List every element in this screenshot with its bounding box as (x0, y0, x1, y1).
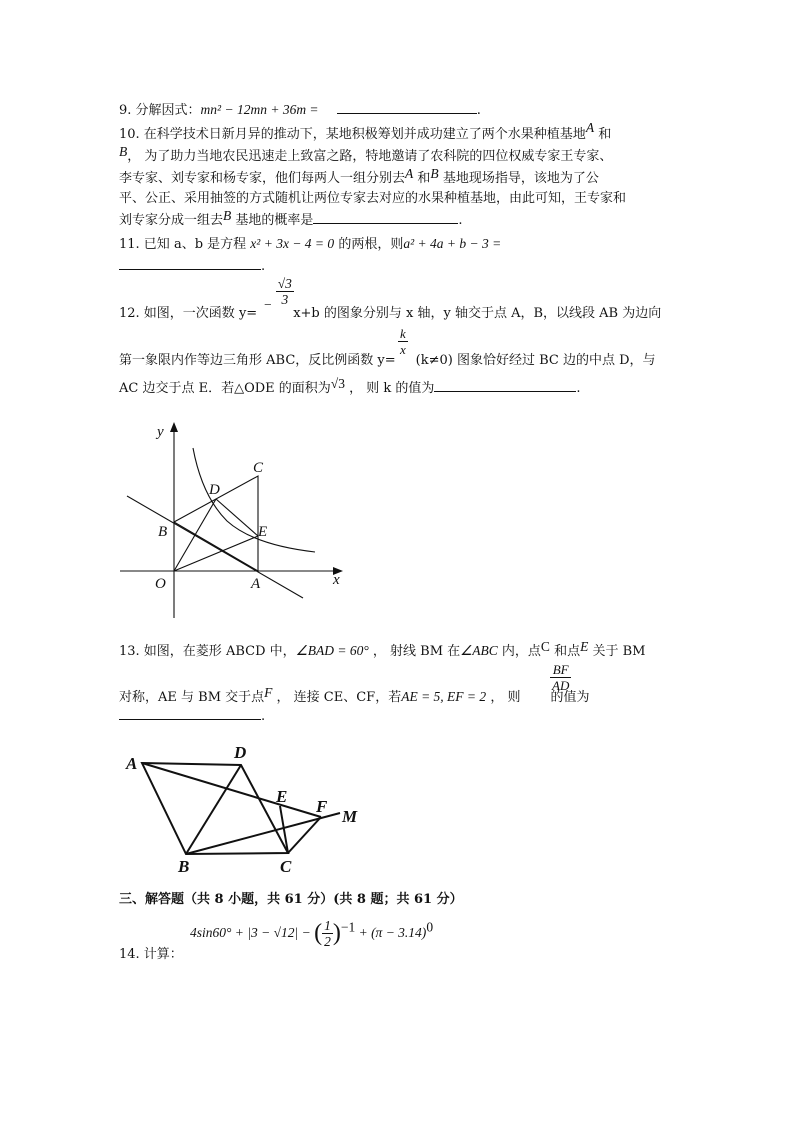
q13-condition: AE = 5, EF = 2 (401, 689, 487, 704)
fig12-linear-function (127, 496, 303, 598)
q12-answer-blank[interactable] (434, 379, 576, 392)
q10-text-5a: 刘专家分成一组去 (119, 213, 224, 228)
fig13-line-af (142, 763, 321, 817)
q11-equation: x² + 3x − 4 = 0 (250, 236, 335, 251)
question-10-line4 (119, 190, 626, 208)
section-3-heading: 三、解答题（共 8 小题，共 61 分）(共 8 题；共 61 分） (119, 892, 463, 907)
q11-text-2: 的两根，则 (338, 237, 404, 252)
fig12-label-a: A (251, 576, 261, 592)
q13-text-1d: 和点 (554, 644, 581, 659)
question-10-line2 (119, 144, 613, 166)
q9-period: . (476, 103, 481, 118)
q12-k-num: k (400, 326, 406, 341)
q13-text-2d: 的值为 (550, 690, 590, 705)
q10-base-b-3: B (223, 208, 232, 223)
fig12-label-e: E (258, 524, 268, 540)
q13-bf: BF (550, 662, 571, 678)
q10-text-3a: 李专家、刘专家和杨专家，他们每两人一组分别去 (119, 171, 406, 186)
q12-text-3a: AC 边交于点 E．若△ODE 的面积为 (119, 381, 331, 396)
fig12-y-arrow (170, 422, 178, 432)
q10-text-3b: 和 (417, 171, 431, 186)
q14-exponent-zero: 0 (426, 919, 434, 935)
q13-text-1e: 关于 BM (592, 644, 646, 659)
q13-answer-blank[interactable] (119, 707, 261, 720)
q12-text-2b: (k≠0) 图象恰好经过 BC 边的中点 D，与 (415, 353, 656, 368)
q10-text-4: 平、公正、采用抽签的方式随机让两位专家去对应的水果种植基地，由此可知，王专家和 (119, 191, 627, 206)
fig13-label-e: E (276, 787, 288, 806)
q13-text-2b: ， 连接 CE、CF，若 (276, 690, 402, 705)
question-12-line3 (119, 376, 581, 398)
q11-text-1: 11. 已知 a、b 是方程 (119, 237, 247, 252)
question-10-line1 (119, 120, 612, 144)
fig12-line-de (216, 499, 258, 536)
q13-text-1b: ， 射线 BM 在 (372, 644, 461, 659)
fig12-label-o: O (155, 576, 166, 592)
q13-period: . (261, 709, 266, 724)
q10-period: . (458, 213, 463, 228)
q14-expr-part-b: + (π − 3.14) (355, 925, 427, 940)
q12-frac-den: 3 (281, 292, 289, 307)
q10-answer-blank[interactable] (313, 211, 458, 224)
q12-frac-num: √3 (277, 276, 292, 291)
question-10-line5 (119, 208, 463, 230)
figure-12 (115, 418, 355, 618)
q13-angle: ∠BAD = 60° (295, 643, 369, 658)
fig13-ray-bm (186, 813, 340, 854)
q11-expression: a² + 4a + b − 3 = (403, 236, 502, 251)
q10-text-2: ， 为了助力当地农民迅速走上致富之路，特地邀请了农科院的四位权威专家王专家、 (127, 149, 613, 164)
q10-text-5b: 基地的概率是 (235, 213, 314, 228)
q12-k-den: x (400, 342, 406, 357)
q12-text-2a: 第一象限内作等边三角形 ABC，反比例函数 y= (119, 353, 396, 368)
q14-exponent: −1 (340, 919, 356, 935)
fig13-label-a: A (126, 754, 138, 773)
fig12-label-d: D (209, 482, 220, 498)
q9-label: 9. 分解因式： (119, 103, 201, 118)
q10-base-a-2: A (405, 166, 414, 181)
figure-13 (118, 738, 378, 878)
q10-and: 和 (598, 127, 612, 142)
q12-period: . (576, 381, 581, 396)
fig13-label-d: D (234, 743, 247, 762)
q13-point-c: C (540, 639, 550, 654)
question-12-line2 (119, 352, 656, 370)
fig13-label-c: C (280, 857, 292, 876)
q14-expr-part-a: 4sin60° + |3 − √12| − (190, 925, 315, 940)
question-14-label: 14. 计算： (119, 947, 183, 962)
fig13-label-f: F (316, 797, 328, 816)
q14-expression: 4sin60° + |3 − √12| − ( $\frac{1}{2}$ )$^{-1} + (\pi - 3.14)^0$ (190, 918, 434, 949)
fig12-label-b: B (158, 524, 168, 540)
q11-answer-blank[interactable] (119, 257, 261, 270)
q13-text-2c: ， 则 (490, 690, 521, 705)
q12-fraction (276, 276, 294, 307)
q10-text-1: 10. 在科学技术日新月异的推动下，某地积极筹划并成功建立了两个水果种植基地 (119, 127, 586, 142)
q10-text-3c: 基地现场指导，该地为了公 (442, 171, 599, 186)
fig12-line-od (174, 499, 216, 571)
fig13-label-b: B (178, 857, 190, 876)
q12-text-3b: ， 则 k 的值为 (349, 381, 435, 396)
q13-point-f: F (264, 685, 273, 700)
question-11-line1 (119, 235, 501, 254)
question-12-line1 (119, 305, 661, 323)
fig12-label-c: C (253, 460, 264, 476)
question-13-line1 (119, 639, 646, 661)
question-11-line2 (119, 257, 265, 276)
q10-base-b: B (119, 144, 128, 159)
q13-text-1a: 13. 如图，在菱形 ABCD 中， (119, 644, 296, 659)
q9-answer-blank[interactable] (337, 101, 477, 114)
q12-text-1b: x+b 的图象分别与 x 轴，y 轴交于点 A，B，以线段 AB 为边向 (293, 306, 662, 321)
q13-angle-abc: ∠ABC (460, 643, 498, 658)
q13-text-2a: 对称，AE 与 BM 交于点 (119, 690, 265, 705)
q10-base-a: A (585, 120, 595, 135)
q14-half-den: 2 (324, 934, 331, 949)
q13-point-e: E (580, 639, 589, 654)
fig13-label-m: M (342, 807, 358, 826)
q9-expression: mn² − 12mn + 36m = (200, 102, 319, 117)
q14-half-num: 1 (324, 918, 331, 933)
question-13-line3 (119, 707, 265, 726)
q11-period: . (261, 259, 266, 274)
question-10-line3 (119, 166, 599, 188)
fig12-label-x: x (333, 572, 340, 588)
q13-text-1c: 内，点 (501, 644, 541, 659)
question-9 (119, 101, 481, 120)
fig12-line-oe (174, 536, 258, 571)
q12-minus: − (264, 297, 272, 312)
q12-area-value: √3 (330, 376, 345, 391)
q12-slope-fraction (264, 276, 294, 312)
q14-half-fraction (322, 918, 333, 949)
q10-base-b-2: B (430, 166, 439, 181)
q13-ad: AD (552, 678, 570, 693)
q12-text-1a: 12. 如图，一次函数 y= (119, 306, 258, 321)
fig12-label-y: y (157, 424, 164, 440)
